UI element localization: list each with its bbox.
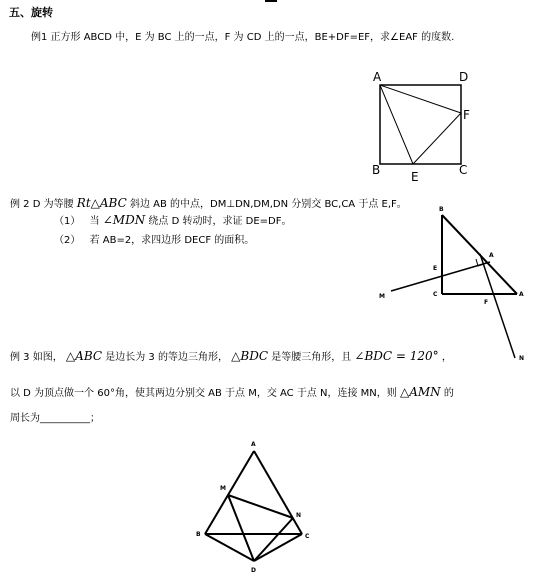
- ex2-math-rt-abc: Rt△ABC: [76, 196, 127, 210]
- ex2-q1-a: 当: [89, 216, 100, 227]
- ex3-l1-d: ，: [441, 352, 452, 363]
- ex2-prefix: 例 2 D 为等腰: [10, 199, 74, 210]
- label-M: M: [379, 293, 385, 300]
- label-E: E: [433, 265, 438, 272]
- ex3-l2-b: 的: [443, 388, 454, 399]
- ex2-q1-num: （1）: [54, 216, 81, 227]
- label-C: C: [433, 291, 438, 298]
- example-3-line3: 周长为__________；: [10, 413, 100, 424]
- ex3-l2-a: 以 D 为顶点做一个 60°角，使其两边分别交 AB 于点 M，交 AC 于点 N，连接 MN，则: [10, 388, 397, 399]
- label-D: D: [251, 567, 256, 574]
- ex3-math-angle: ∠BDC = 120°: [354, 349, 439, 363]
- ex2-q1-b: 绕点 D 转动时，求证 DE=DF。: [148, 216, 292, 227]
- ex3-math-abc: △ABC: [65, 349, 103, 363]
- ex2-line1-rest: 斜边 AB 的中点，DM⊥DN,DM,DN 分别交 BC,CA 于点 E,F。: [129, 199, 407, 210]
- example-1-text: 例1 正方形 ABCD 中，E 为 BC 上的一点，F 为 CD 上的一点，BE+DF=EF，求∠EAF 的度数.: [31, 32, 455, 43]
- label-F: F: [484, 299, 489, 306]
- label-E: E: [411, 170, 419, 184]
- section-title: 五、旋转: [9, 6, 53, 19]
- label-B: B: [372, 163, 381, 177]
- ex3-prefix: 例 3 如图，: [10, 352, 63, 363]
- label-A-top: A: [489, 252, 494, 259]
- ex3-math-bdc: △BDC: [231, 349, 269, 363]
- ex2-q2-text: 若 AB=2，求四边形 DECF 的面积。: [89, 235, 255, 246]
- ex3-math-amn: △AMN: [399, 385, 441, 399]
- label-A: A: [519, 291, 524, 298]
- label-A: A: [373, 70, 382, 84]
- label-N: N: [519, 355, 525, 362]
- ex3-l1-b: 是边长为 3 的等边三角形，: [105, 352, 228, 363]
- label-C: C: [459, 163, 468, 177]
- label-B: B: [439, 206, 444, 213]
- label-C: C: [305, 533, 310, 540]
- label-D: D: [459, 70, 469, 84]
- ex3-l1-c: 是等腰三角形，且: [271, 352, 352, 363]
- label-B: B: [196, 531, 201, 538]
- label-F: F: [463, 108, 470, 122]
- label-N: N: [296, 512, 302, 519]
- label-A: A: [251, 441, 256, 448]
- ex2-q2-num: （2）: [54, 235, 81, 246]
- label-M: M: [220, 485, 226, 492]
- ex2-math-mdn: ∠MDN: [102, 213, 146, 227]
